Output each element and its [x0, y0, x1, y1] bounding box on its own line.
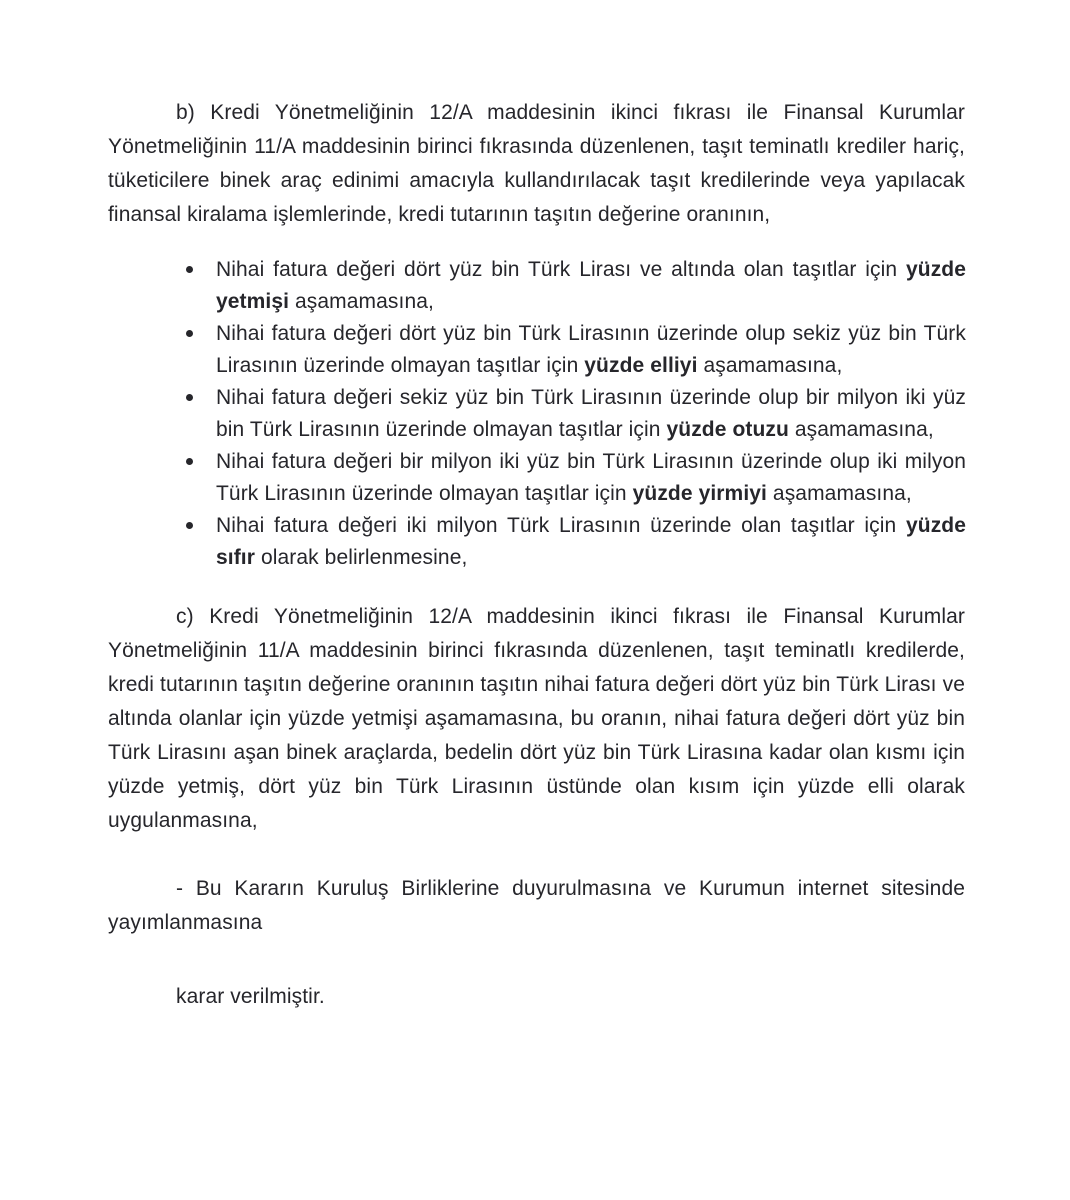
list-item-lead: Nihai fatura değeri bir milyon iki yüz bin Türk Lirasının üzerinde olup iki milyon Türk Lirasının üzerinde olmayan taşıtlar için	[216, 450, 966, 505]
paragraph-c: c) Kredi Yönetmeliğinin 12/A maddesinin ikinci fıkrası ile Finansal Kurumlar Yönetmeliğinin 11/A maddesinin birinci fıkrasında düzenlenen, taşıt teminatlı kredilerde, kredi tutarının taşıtın değerine oranının taşıtın nihai fatura değeri dört yüz bin Türk Lirası ve altında olanlar için yüzde yetmişi aşamamasına, bu oranın, nihai fatura değeri dört yüz bin Türk Lirasını aşan binek araçlarda, bedelin dört yüz bin Türk Lirasına kadar olan kısmı için yüzde yetmiş, dört yüz bin Türk Lirasının üstünde olan kısım için yüzde elli olarak uygulanmasına,	[108, 605, 965, 832]
bullet-disc-icon	[186, 266, 193, 273]
list-item-tail: olarak belirlenmesine,	[255, 546, 468, 569]
list-item-tail: aşamamasına,	[788, 418, 934, 441]
document-body	[108, 96, 965, 1014]
spacer-after-paragraph-b	[108, 232, 965, 254]
list-item-tail: aşamamasına,	[766, 482, 912, 505]
list-item-lead: Nihai fatura değeri iki milyon Türk Lirasının üzerinde olan taşıtlar için	[216, 514, 906, 537]
list-item-emphasis: yüzde sıfır	[216, 514, 966, 569]
list-item-emphasis: yüzde yetmişi	[216, 258, 966, 313]
bullet-disc-icon	[186, 458, 193, 465]
list-item-tail: aşamamasına,	[289, 290, 434, 313]
list-item	[176, 510, 966, 574]
bullet-disc-icon	[186, 522, 193, 529]
rate-bullet-list	[176, 254, 966, 574]
bullet-disc-icon	[186, 330, 193, 337]
list-item-lead: Nihai fatura değeri dört yüz bin Türk Lirası ve altında olan taşıtlar için	[216, 258, 906, 281]
list-item-emphasis: yüzde otuzu	[666, 418, 789, 441]
list-item-tail: aşamamasına,	[697, 354, 843, 377]
spacer-after-dash-paragraph	[108, 940, 965, 980]
list-item	[176, 254, 966, 318]
spacer-after-paragraph-c	[108, 838, 965, 872]
paragraph-b: b) Kredi Yönetmeliğinin 12/A maddesinin ikinci fıkrası ile Finansal Kurumlar Yönetmeliğinin 11/A maddesinin birinci fıkrasında düzenlenen, taşıt teminatlı krediler hariç, tüketicilere binek araç edinimi amacıyla kullandırılacak taşıt kredilerinde veya yapılacak finansal kiralama işlemlerinde, kredi tutarının taşıtın değerine oranının,	[108, 101, 965, 226]
spacer-after-list	[108, 574, 965, 600]
list-item	[176, 446, 966, 510]
list-item-emphasis: yüzde yirmiyi	[632, 482, 767, 505]
list-item	[176, 318, 966, 382]
paragraph-dash-announcement: - Bu Kararın Kuruluş Birliklerine duyurulmasına ve Kurumun internet sitesinde yayımlanmasına	[108, 877, 965, 934]
list-item-lead: Nihai fatura değeri sekiz yüz bin Türk Lirasının üzerinde olup bir milyon iki yüz bin Türk Lirasının üzerinde olmayan taşıtlar için	[216, 386, 966, 441]
bullet-disc-icon	[186, 394, 193, 401]
closing-statement: karar verilmiştir.	[176, 985, 325, 1008]
list-item-emphasis: yüzde elliyi	[584, 354, 698, 377]
list-item-lead: Nihai fatura değeri dört yüz bin Türk Lirasının üzerinde olup sekiz yüz bin Türk Lirasının üzerinde olmayan taşıtlar için	[216, 322, 966, 377]
list-item	[176, 382, 966, 446]
